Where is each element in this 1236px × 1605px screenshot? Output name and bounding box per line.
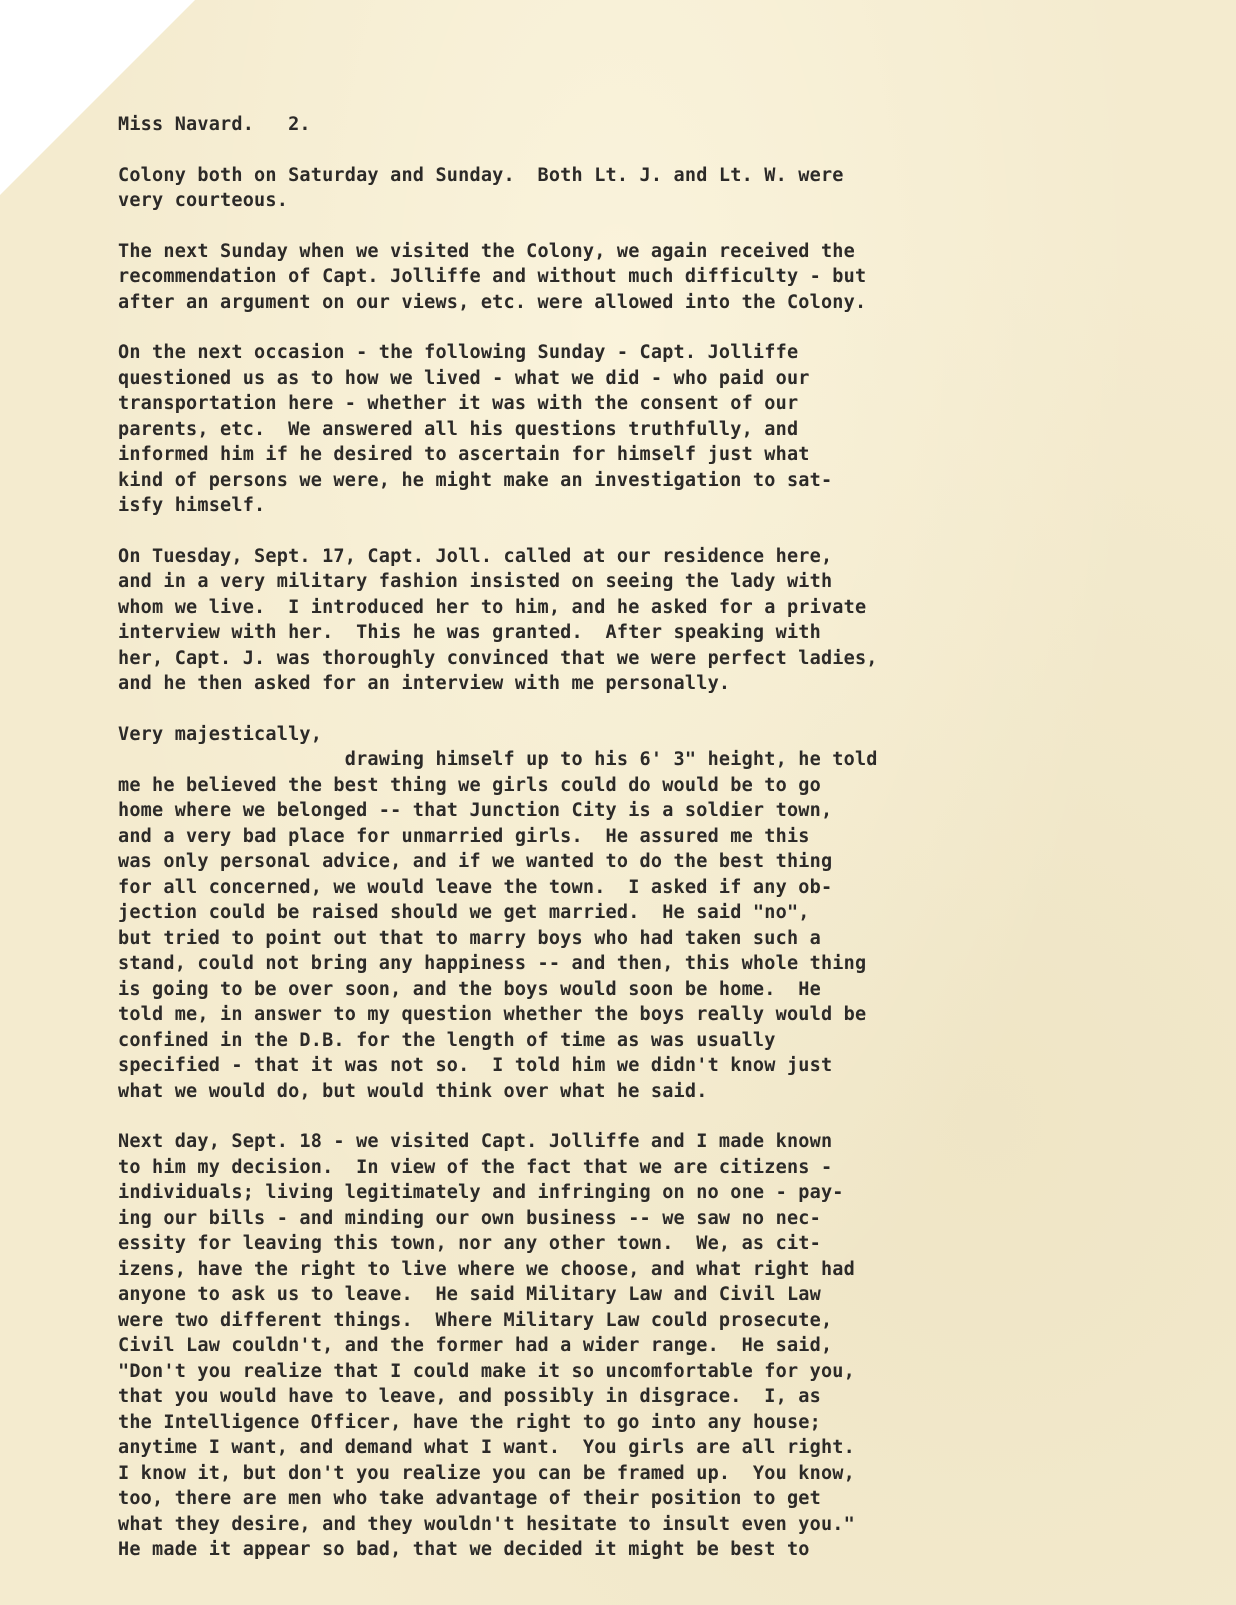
text-line: anyone to ask us to leave. He said Military Law and Civil Law xyxy=(118,1284,821,1305)
text-line: the Intelligence Officer, have the right to go into any house; xyxy=(118,1411,821,1433)
text-line: specified - that it was not so. I told him we didn't know just xyxy=(118,1055,833,1076)
text-line: isfy himself. xyxy=(118,495,266,516)
text-line: essity for leaving this town, nor any other town. We, as cit- xyxy=(118,1233,821,1254)
text-line: her, Capt. J. was thoroughly convinced that we were perfect ladies, xyxy=(118,647,878,669)
text-line: Civil Law couldn't, and the former had a wider range. He said, xyxy=(118,1335,833,1356)
text-line: was only personal advice, and if we wanted to do the best thing xyxy=(118,851,833,872)
spacer xyxy=(118,315,1118,340)
text-line: The next Sunday when we visited the Colony, we again received the xyxy=(118,240,855,262)
text-line: Very majestically, xyxy=(118,723,323,745)
text-line: to him my decision. In view of the fact that we are citizens - xyxy=(118,1156,833,1178)
text-line: I know it, but don't you realize you can be framed up. You know, xyxy=(118,1462,855,1484)
page-header: Miss Navard. 2. xyxy=(118,114,311,135)
text-line: individuals; living legitimately and infringing on no one - pay- xyxy=(118,1182,844,1203)
text-line: jection could be raised should we get married. He said "no", xyxy=(118,902,810,923)
text-line: and a very bad place for unmarried girls. He assured me this xyxy=(118,825,810,847)
text-line: izens, have the right to live where we choose, and what right had xyxy=(118,1258,855,1280)
text-line: recommendation of Capt. Jolliffe and without much difficulty - but xyxy=(118,266,867,287)
text-line: what we would do, but would think over what he said. xyxy=(118,1080,708,1102)
spacer xyxy=(118,697,1118,722)
text-line: parents, etc. We answered all his questions truthfully, and xyxy=(118,418,799,440)
text-line: confined in the D.B. for the length of time as was usually xyxy=(118,1029,776,1051)
text-line: for all concerned, we would leave the town. I asked if any ob- xyxy=(118,876,833,898)
paragraph xyxy=(118,1129,1118,1563)
paragraph xyxy=(118,722,1118,1105)
typed-letter xyxy=(118,112,1118,1563)
text-line: drawing himself up to his 6' 3" height, he told xyxy=(118,749,878,770)
paragraph xyxy=(118,163,1118,214)
paragraph xyxy=(118,340,1118,519)
text-line: after an argument on our views, etc. were allowed into the Colony. xyxy=(118,291,867,313)
text-line: stand, could not bring any happiness -- and then, this whole thing xyxy=(118,953,867,974)
text-line: On the next occasion - the following Sunday - Capt. Jolliffe xyxy=(118,342,799,363)
text-line: very courteous. xyxy=(118,190,289,211)
text-line: ing our bills - and minding our own business -- we saw no nec- xyxy=(118,1207,821,1229)
text-line: too, there are men who take advantage of their position to get xyxy=(118,1488,821,1509)
text-line: whom we live. I introduced her to him, and he asked for a private xyxy=(118,596,867,618)
text-line: and he then asked for an interview with me personally. xyxy=(118,673,731,694)
spacer xyxy=(118,214,1118,239)
text-line: told me, in answer to my question whether the boys really would be xyxy=(118,1004,867,1025)
text-line: were two different things. Where Military Law could prosecute, xyxy=(118,1309,833,1331)
spacer xyxy=(118,519,1118,544)
text-line: is going to be over soon, and the boys would soon be home. He xyxy=(118,978,821,1000)
text-line: and in a very military fashion insisted on seeing the lady with xyxy=(118,571,833,592)
text-line: interview with her. This he was granted. After speaking with xyxy=(118,622,821,643)
text-line: home where we belonged -- that Junction City is a soldier town, xyxy=(118,800,833,821)
paragraph xyxy=(118,544,1118,697)
text-line: Next day, Sept. 18 - we visited Capt. Jolliffe and I made known xyxy=(118,1131,833,1152)
text-line: me he believed the best thing we girls could do would be to go xyxy=(118,774,821,796)
spacer xyxy=(118,1104,1118,1129)
text-line: kind of persons we were, he might make an investigation to sat- xyxy=(118,469,833,491)
text-line: "Don't you realize that I could make it so uncomfortable for you, xyxy=(118,1360,855,1382)
text-line: informed him if he desired to ascertain for himself just what xyxy=(118,444,810,465)
text-line: but tried to point out that to marry boys who had taken such a xyxy=(118,927,821,949)
text-line: He made it appear so bad, that we decided it might be best to xyxy=(118,1539,810,1560)
text-line: questioned us as to how we lived - what we did - who paid our xyxy=(118,367,810,389)
letter-body xyxy=(118,163,1118,1563)
text-line: what they desire, and they wouldn't hesitate to insult even you." xyxy=(118,1513,855,1535)
spacer xyxy=(118,138,1118,163)
text-line: On Tuesday, Sept. 17, Capt. Joll. called at our residence here, xyxy=(118,545,833,567)
paragraph xyxy=(118,239,1118,316)
text-line: anytime I want, and demand what I want. You girls are all right. xyxy=(118,1437,855,1458)
text-line: that you would have to leave, and possibly in disgrace. I, as xyxy=(118,1386,821,1407)
text-line: transportation here - whether it was with the consent of our xyxy=(118,393,799,414)
text-line: Colony both on Saturday and Sunday. Both Lt. J. and Lt. W. were xyxy=(118,164,844,186)
